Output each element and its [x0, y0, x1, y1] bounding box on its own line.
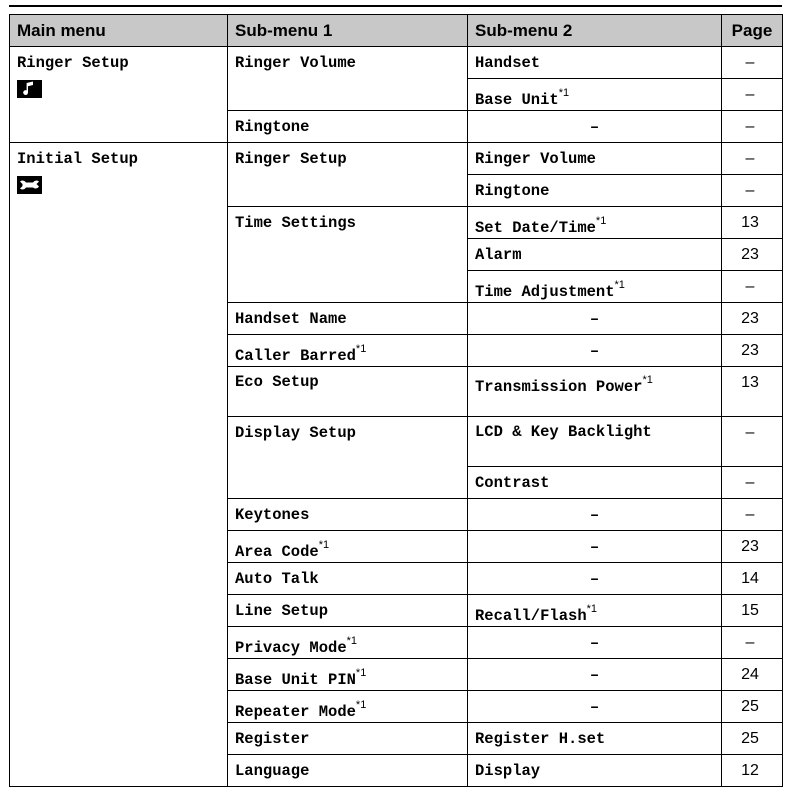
page-cell: 24 [722, 659, 783, 691]
page-cell: 12 [722, 755, 783, 787]
sub2-cell: Register H.set [468, 723, 722, 755]
footnote-mark: *1 [642, 374, 653, 386]
sub1-cell: Keytones [228, 499, 468, 531]
sub1-cell: Repeater Mode$^{*1}$ [228, 691, 468, 723]
page-cell: 15 [722, 595, 783, 627]
sub2-cell: – [468, 563, 722, 595]
page-cell: – [722, 271, 783, 303]
main-menu-label: Ringer Setup [17, 54, 129, 72]
sub2-cell: Recall/Flash$^{*1}$ [468, 595, 722, 627]
sub2-cell: Set Date/Time$^{*1}$ [468, 207, 722, 239]
header-page: Page [722, 15, 783, 47]
header-sub-menu-1: Sub-menu 1 [228, 15, 468, 47]
page-cell: – [722, 627, 783, 659]
sub2-cell: Ringer Volume [468, 143, 722, 175]
sub2-cell: Transmission Power$^{*1}$ [468, 367, 722, 417]
sub1-cell: Display Setup [228, 417, 468, 499]
page-cell: – [722, 175, 783, 207]
footnote-mark: *1 [355, 667, 367, 679]
header-row [10, 15, 783, 47]
page-cell: 25 [722, 691, 783, 723]
page-cell: – [722, 499, 783, 531]
sub1-cell: Language [228, 755, 468, 787]
sub2-cell: – [468, 335, 722, 367]
header-sub-menu-2: Sub-menu 2 [468, 15, 722, 47]
page-cell: 14 [722, 563, 783, 595]
sub1-cell: Register [228, 723, 468, 755]
sub2-cell: – [468, 691, 722, 723]
sub2-cell: – [468, 303, 722, 335]
table-row [10, 47, 783, 79]
table-row [10, 143, 783, 175]
header-main-menu: Main menu [10, 15, 228, 47]
sub1-cell: Time Settings [228, 207, 468, 303]
sub1-cell: Auto Talk [228, 563, 468, 595]
sub2-cell: – [468, 659, 722, 691]
sub1-cell: Caller Barred$^{*1}$ [228, 335, 468, 367]
footnote-mark: *1 [355, 343, 367, 355]
sub1-cell: Handset Name [228, 303, 468, 335]
page-cell: – [722, 417, 783, 467]
sub2-cell: – [468, 531, 722, 563]
sub2-cell: Ringtone [468, 175, 722, 207]
main-menu-initial-setup [10, 143, 228, 787]
footnote-mark: *1 [346, 635, 358, 647]
sub2-cell: LCD & Key Backlight [468, 417, 722, 467]
sub1-cell: Eco Setup [228, 367, 468, 417]
sub2-cell: – [468, 627, 722, 659]
sub1-cell: Area Code$^{*1}$ [228, 531, 468, 563]
sub2-cell: Contrast [468, 467, 722, 499]
main-menu-ringer-setup [10, 47, 228, 143]
page-cell: – [722, 143, 783, 175]
sub2-cell: Display [468, 755, 722, 787]
wrench-icon [17, 176, 42, 194]
sub1-cell: Base Unit PIN$^{*1}$ [228, 659, 468, 691]
page-cell: 23 [722, 335, 783, 367]
page-cell: 23 [722, 303, 783, 335]
footnote-mark: *1 [614, 279, 625, 291]
page-cell: – [722, 467, 783, 499]
sub2-cell: – [468, 111, 722, 143]
page-cell: 13 [722, 207, 783, 239]
sub2-cell: Alarm [468, 239, 722, 271]
music-note-icon [17, 80, 42, 98]
page-cell: 23 [722, 531, 783, 563]
footnote-mark: *1 [586, 603, 598, 615]
sub1-cell: Ringer Volume [228, 47, 468, 111]
sub1-cell: Line Setup [228, 595, 468, 627]
sub2-cell: Time Adjustment$^{*1}$ [468, 271, 722, 303]
menu-table [9, 14, 783, 787]
sub1-cell: Privacy Mode$^{*1}$ [228, 627, 468, 659]
page-cell: – [722, 111, 783, 143]
sub2-cell: – [468, 499, 722, 531]
sub1-cell: Ringer Setup [228, 143, 468, 207]
sub1-cell: Ringtone [228, 111, 468, 143]
sub2-cell: Handset [468, 47, 722, 79]
main-menu-label: Initial Setup [17, 150, 138, 168]
page-cell: 23 [722, 239, 783, 271]
page-cell: 13 [722, 367, 783, 417]
page-cell: 25 [722, 723, 783, 755]
page-cell: – [722, 79, 783, 111]
footnote-mark: *1 [595, 215, 607, 227]
top-rule [9, 5, 782, 7]
page-cell: – [722, 47, 783, 79]
footnote-mark: *1 [318, 539, 330, 551]
footnote-mark: *1 [355, 699, 367, 711]
sub2-cell: Base Unit$^{*1}$ [468, 79, 722, 111]
footnote-mark: *1 [558, 87, 570, 99]
